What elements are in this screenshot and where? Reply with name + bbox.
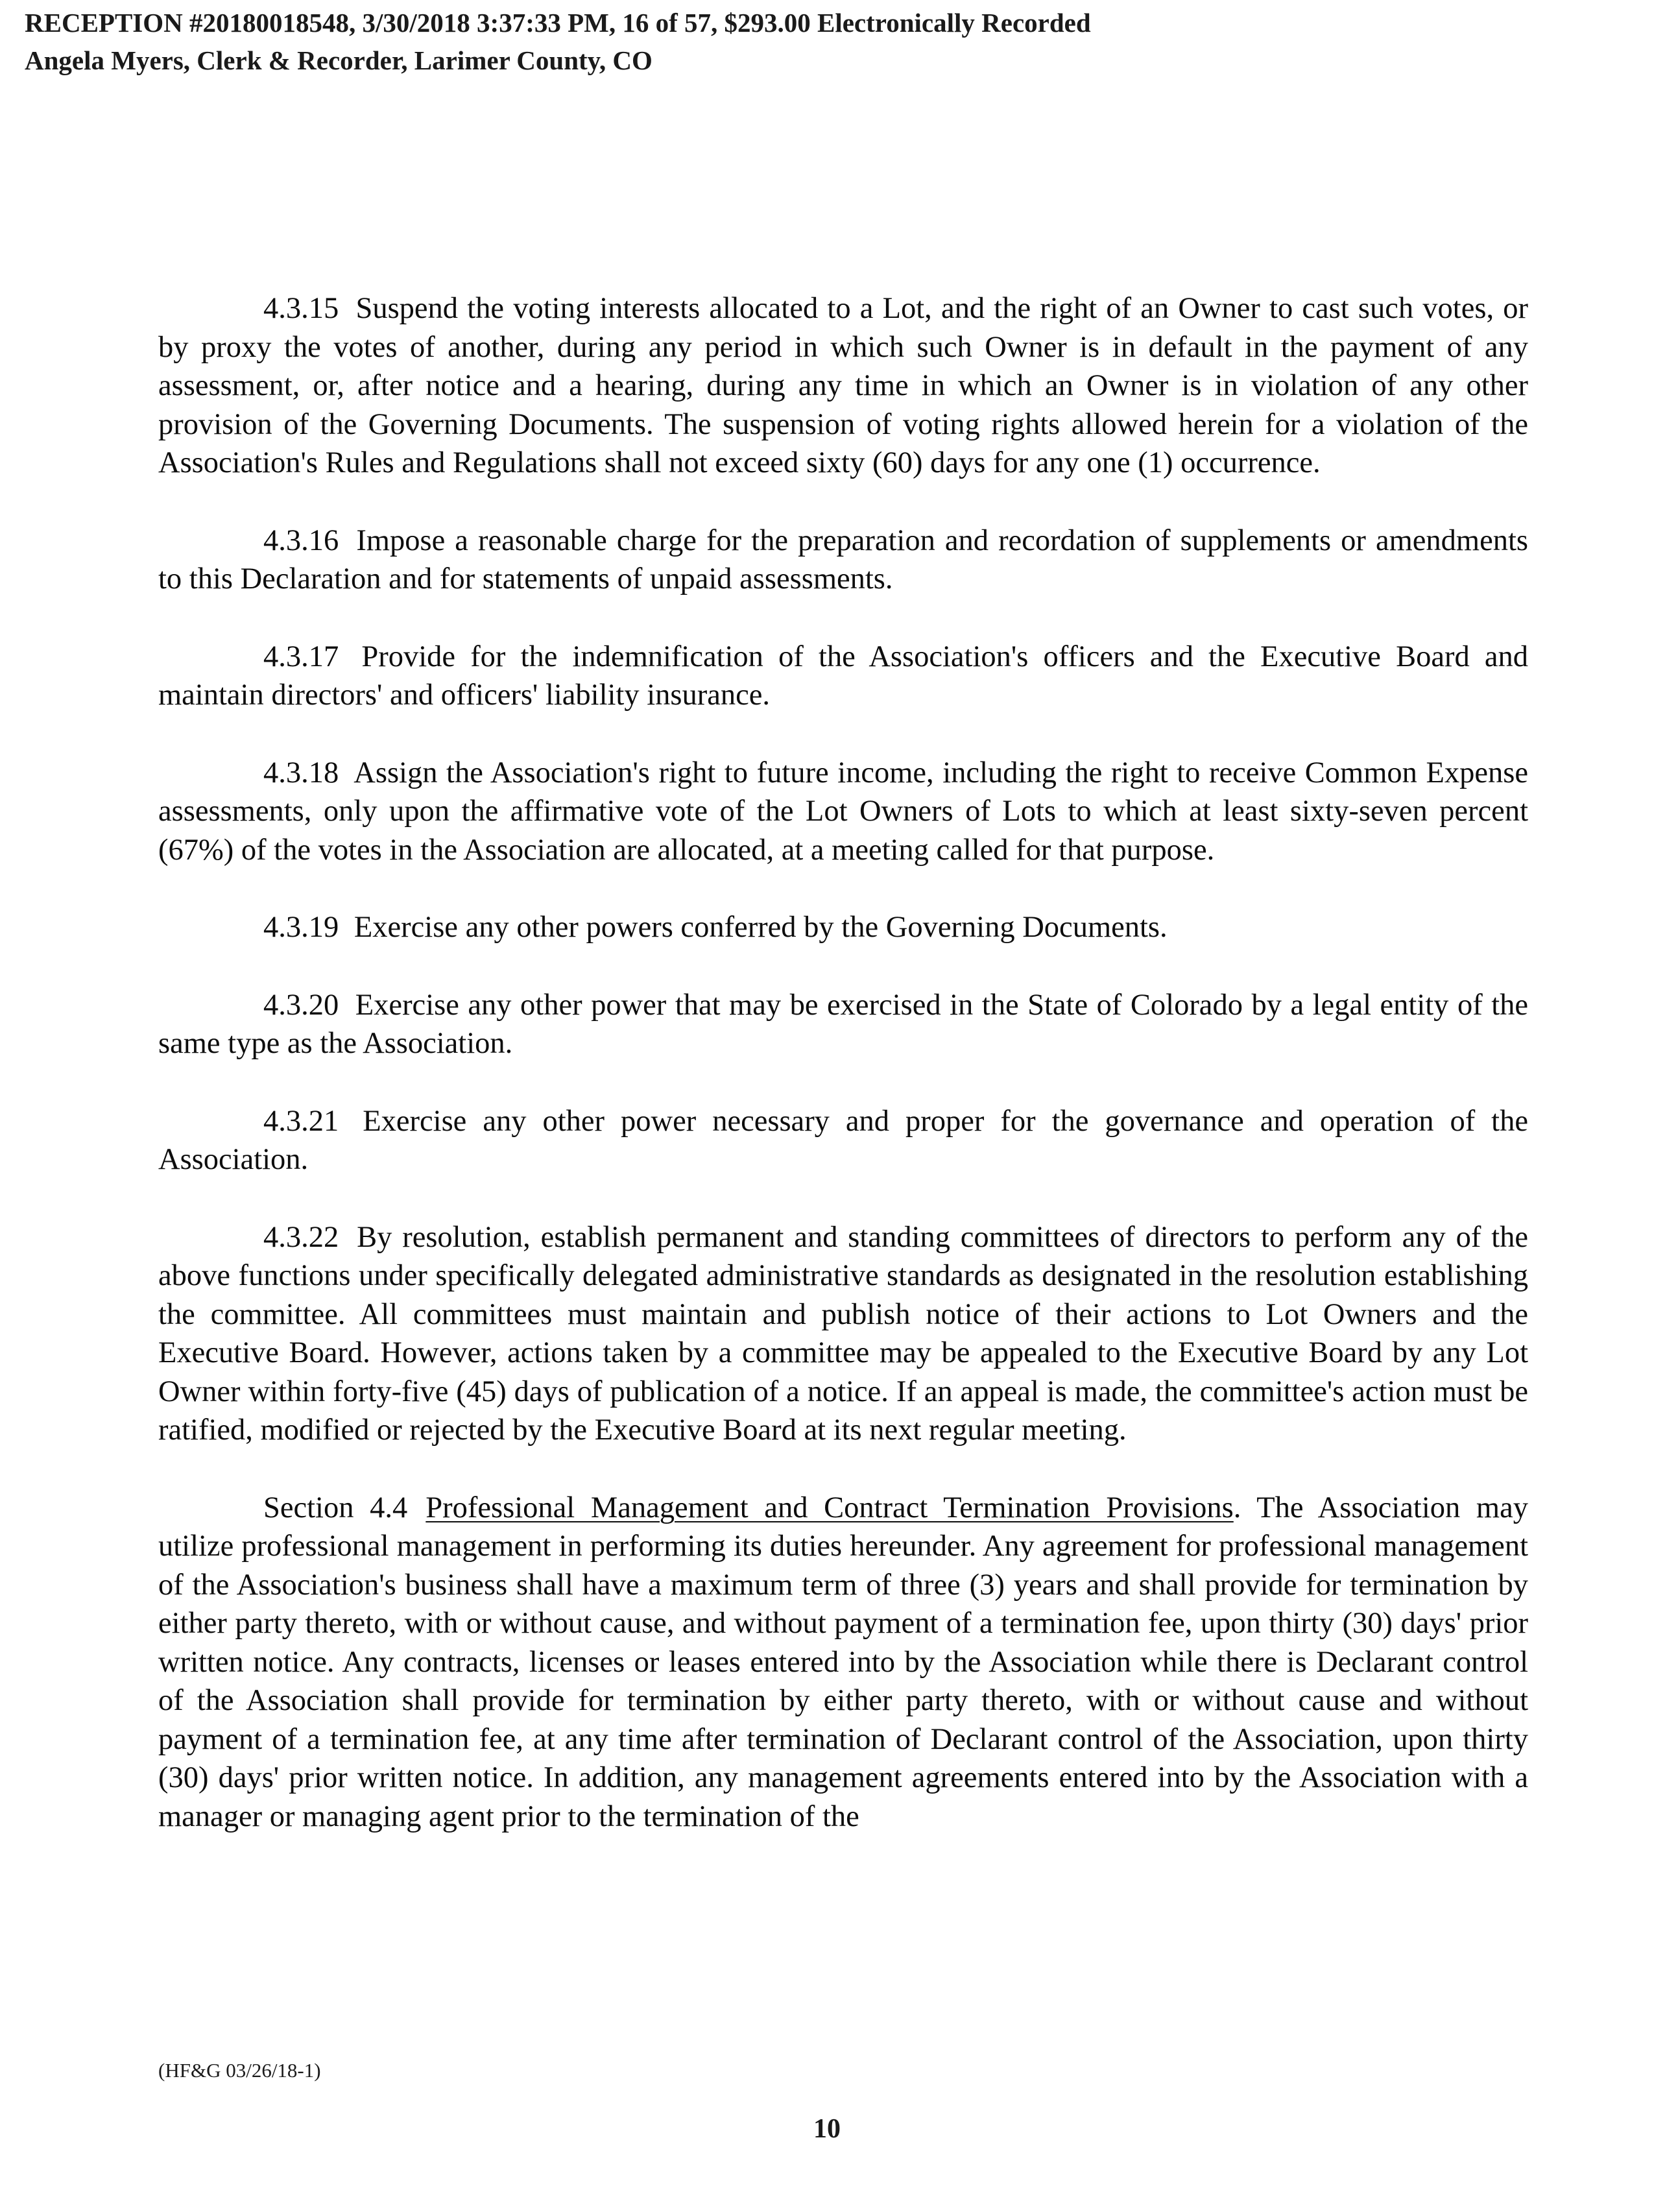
paragraph-number: 4.3.17 [263, 640, 339, 673]
paragraph-4-3-21 [158, 1102, 1528, 1179]
paragraph-number: 4.3.21 [263, 1104, 339, 1138]
paragraph-4-3-16 [158, 522, 1528, 599]
paragraph-number: 4.3.15 [263, 292, 339, 325]
paragraph-4-3-18 [158, 754, 1528, 870]
document-reference: (HF&G 03/26/18-1) [158, 2059, 321, 2082]
paragraph-4-3-20 [158, 986, 1528, 1063]
recording-stamp [25, 4, 1387, 79]
paragraph-number: 4.3.22 [263, 1220, 339, 1254]
section-label: Section 4.4 [263, 1491, 408, 1524]
paragraph-number: 4.3.19 [263, 911, 339, 944]
paragraph-number: 4.3.16 [263, 523, 339, 557]
paragraph-4-3-17 [158, 638, 1528, 715]
paragraph-number: 4.3.20 [263, 988, 339, 1022]
paragraph-text: Exercise any other power necessary and proper for the governance and operation of the Association. [158, 1104, 1528, 1176]
paragraph-text: Provide for the indemnification of the Association's officers and the Executive Board and maintain directors' and officers' liability insurance. [158, 640, 1529, 712]
paragraph-4-3-19 [158, 908, 1528, 947]
section-text: . The Association may utilize professional management in performing its duties hereunder. Any agreement for professional management of the Association's business shall have a maximum term of three (3) years and shall provide for termination by either party thereto, with or without cause, and without payment of a termination fee, upon thirty (30) days' prior written notice. Any contracts, licenses or leases entered into by the Association while there is Declarant control of the Association shall provide for termination by either party thereto, with or without cause and without payment of a termination fee, at any time after termination of Declarant control of the Association, upon thirty (30) days' prior written notice. In addition, any management agreements entered into by the Association with a manager or managing agent prior to the termination of the [158, 1491, 1528, 1833]
paragraph-text: By resolution, establish permanent and standing committees of directors to perform any of the above functions under specifically delegated administrative standards as designated in the resolution establishing the committee. All committees must maintain and publish notice of their actions to Lot Owners and the Executive Board. However, actions taken by a committee may be appealed to the Executive Board by any Lot Owner within forty-five (45) days of publication of a notice. If an appeal is made, the committee's action must be ratified, modified or rejected by the Executive Board at its next regular meeting. [158, 1220, 1528, 1447]
section-heading: Professional Management and Contract Termination Provisions [425, 1491, 1234, 1524]
recording-stamp-line-2: Angela Myers, Clerk & Recorder, Larimer County, CO [25, 45, 653, 75]
paragraph-text: Impose a reasonable charge for the preparation and recordation of supplements or amendments to this Declaration and for statements of unpaid assessments. [158, 523, 1528, 595]
paragraph-4-3-15 [158, 289, 1528, 483]
section-4-4 [158, 1489, 1528, 1836]
page-number: 10 [813, 2114, 841, 2144]
paragraph-number: 4.3.18 [263, 756, 339, 789]
paragraph-text: Exercise any other power that may be exercised in the State of Colorado by a legal entity of the same type as the Association. [158, 988, 1529, 1060]
paragraph-text: Exercise any other powers conferred by the Governing Documents. [354, 911, 1168, 944]
document-body [158, 289, 1528, 1875]
paragraph-4-3-22 [158, 1218, 1528, 1450]
recording-stamp-line-1: RECEPTION #20180018548, 3/30/2018 3:37:33 PM, 16 of 57, $293.00 Electronically Recorded [25, 8, 1091, 38]
paragraph-text: Assign the Association's right to future income, including the right to receive Common Expense assessments, only upon the affirmative vote of the Lot Owners of Lots to which at least sixty-seven percent (67%) of the votes in the Association are allocated, at a meeting called for that purpose. [158, 756, 1528, 867]
paragraph-text: Suspend the voting interests allocated to a Lot, and the right of an Owner to cast such votes, or by proxy the votes of another, during any period in which such Owner is in default in the payment of any assessment, or, after notice and a hearing, during any time in which an Owner is in violation of any other provision of the Governing Documents. The suspension of voting rights allowed herein for a violation of the Association's Rules and Regulations shall not exceed sixty (60) days for any one (1) occurrence. [158, 292, 1529, 479]
